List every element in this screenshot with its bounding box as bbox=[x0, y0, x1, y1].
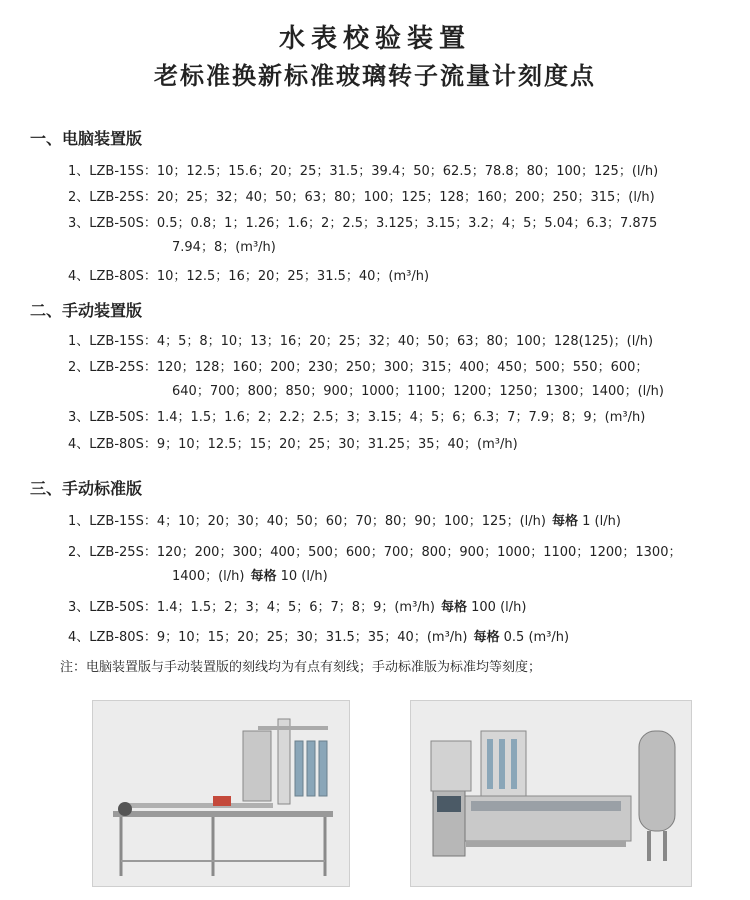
spec-line bbox=[68, 541, 681, 560]
section-heading-manual: 二、手动装置版 bbox=[30, 301, 143, 320]
section-heading-standard: 三、手动标准版 bbox=[30, 479, 143, 498]
spec-line bbox=[68, 510, 621, 529]
per-division-value: 0.5 (m³/h) bbox=[503, 630, 570, 645]
equipment-photo-left bbox=[92, 700, 350, 887]
spec-line-text: 1、LZB-15S：4；10；20；30；40；50；60；70；80；90；100；125；(l/h) bbox=[68, 514, 546, 529]
calibration-rig-illustration bbox=[93, 701, 349, 886]
per-division-value: 100 (l/h) bbox=[471, 600, 527, 615]
spec-line-text: 2、LZB-25S：120；200；300；400；500；600；700；800；900；1000；1100；1200；1300； bbox=[68, 545, 682, 560]
spec-line bbox=[172, 565, 328, 584]
section-heading-computer: 一、电脑装置版 bbox=[30, 129, 143, 148]
spec-line bbox=[68, 626, 569, 645]
per-division-label: 每格 bbox=[551, 514, 578, 529]
per-division-label: 每格 bbox=[250, 569, 277, 584]
spec-line-text: 3、LZB-50S：1.4；1.5；2；3；4；5；6；7；8；9；(m³/h) bbox=[68, 600, 435, 615]
spec-line-text: 4、LZB-80S：9；10；15；20；25；30；31.5；35；40；(m³/h) bbox=[68, 630, 468, 645]
per-division-label: 每格 bbox=[440, 600, 467, 615]
pressure-tank-rig-illustration bbox=[411, 701, 691, 886]
spec-line: 1、LZB-15S：4；5；8；10；13；16；20；25；32；40；50；63；80；100；128(125)；(l/h) bbox=[68, 334, 654, 349]
footnote: 注：电脑装置版与手动装置版的刻线均为有点有刻线；手动标准版为标准均等刻度； bbox=[60, 660, 542, 675]
spec-line-text: 1400；(l/h) bbox=[172, 569, 245, 584]
spec-line bbox=[68, 596, 526, 615]
page-subtitle: 老标准换新标准玻璃转子流量计刻度点 bbox=[154, 62, 596, 90]
spec-line: 7.94；8；(m³/h) bbox=[172, 240, 276, 255]
per-division-label: 每格 bbox=[473, 630, 500, 645]
spec-line: 4、LZB-80S：10；12.5；16；20；25；31.5；40；(m³/h) bbox=[68, 269, 430, 284]
page-title: 水表校验装置 bbox=[278, 24, 471, 54]
spec-line: 2、LZB-25S：20；25；32；40；50；63；80；100；125；128；160；200；250；315；(l/h) bbox=[68, 190, 655, 205]
equipment-photo-right bbox=[410, 700, 692, 887]
spec-line: 3、LZB-50S：1.4；1.5；1.6；2；2.2；2.5；3；3.15；4；5；6；6.3；7；7.9；8；9；(m³/h) bbox=[68, 410, 646, 425]
per-division-value: 1 (l/h) bbox=[582, 514, 621, 529]
per-division-value: 10 (l/h) bbox=[280, 569, 328, 584]
spec-line: 2、LZB-25S：120；128；160；200；230；250；300；315；400；450；500；550；600； bbox=[68, 360, 649, 375]
spec-line: 1、LZB-15S：10；12.5；15.6；20；25；31.5；39.4；50；62.5；78.8；80；100；125；(l/h) bbox=[68, 164, 659, 179]
spec-line: 3、LZB-50S：0.5；0.8；1；1.26；1.6；2；2.5；3.125；3.15；3.2；4；5；5.04；6.3；7.875 bbox=[68, 216, 658, 231]
spec-line: 640；700；800；850；900；1000；1100；1200；1250；1300；1400；(l/h) bbox=[172, 384, 664, 399]
spec-line: 4、LZB-80S：9；10；12.5；15；20；25；30；31.25；35；40；(m³/h) bbox=[68, 437, 518, 452]
